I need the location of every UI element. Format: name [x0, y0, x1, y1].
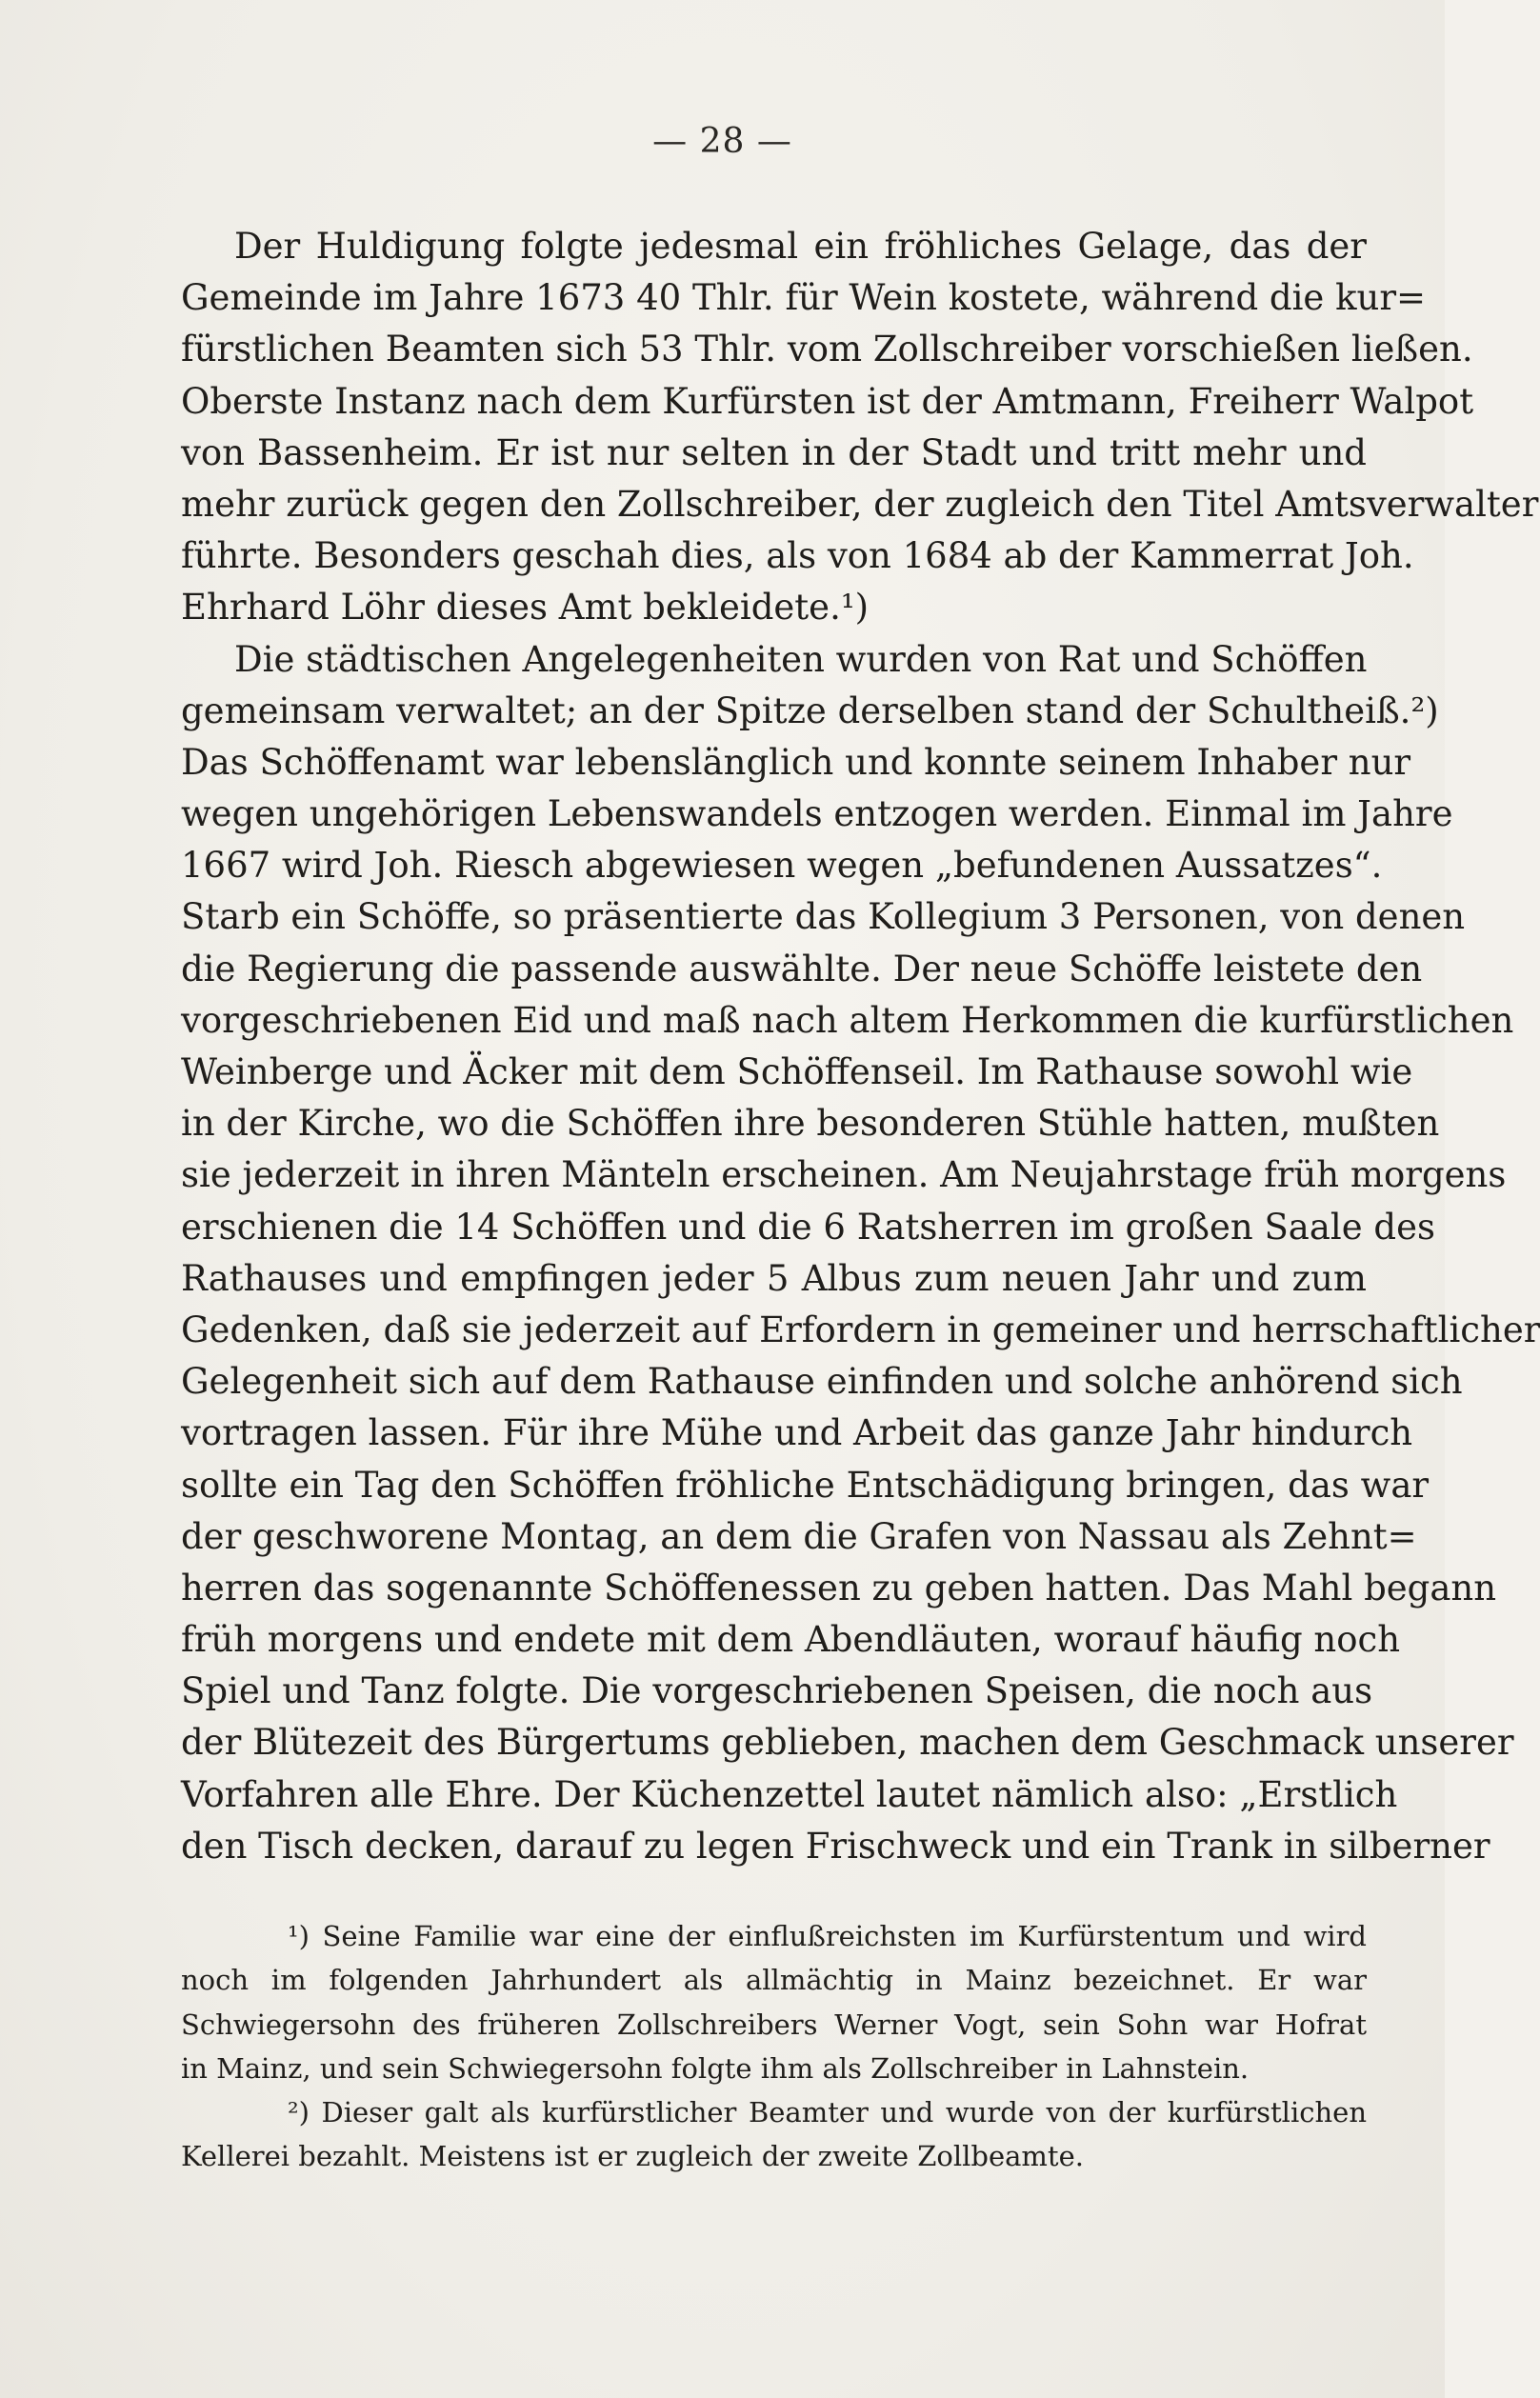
body-line: Die städtischen Angelegenheiten wurden von Rat und Schöffen: [234, 638, 1368, 680]
footnote-line: Schwiegersohn des früheren Zollschreibers Werner Vogt, sein Sohn war Hofrat: [181, 2008, 1367, 2041]
body-line: Das Schöffenamt war lebenslänglich und konnte seinem Inhaber nur: [181, 741, 1411, 783]
body-line: Vorfahren alle Ehre. Der Küchenzettel lautet nämlich also: „Erstlich: [181, 1773, 1398, 1815]
body-line: sie jederzeit in ihren Mänteln erscheinen. Am Neujahrstage früh morgens: [181, 1154, 1507, 1196]
body-line: fürstlichen Beamten sich 53 Thlr. vom Zollschreiber vorschießen ließen.: [181, 329, 1473, 370]
body-line: der geschworene Montag, an dem die Grafen von Nassau als Zehnt=: [181, 1515, 1417, 1557]
body-line: 1667 wird Joh. Riesch abgewiesen wegen „befundenen Aussatzes“.: [181, 845, 1383, 887]
body-line: Gedenken, daß sie jederzeit auf Erfordern in gemeiner und herrschaftlicher: [181, 1309, 1540, 1350]
footnote-line: ²) Dieser galt als kurfürstlicher Beamter und wurde von der kurfürstlichen: [288, 2096, 1367, 2129]
footnotes: [181, 1914, 1367, 2179]
footnote-line: Kellerei bezahlt. Meistens ist er zugleich der zweite Zollbeamte.: [181, 2140, 1084, 2173]
body-line: Gelegenheit sich auf dem Rathause einfinden und solche anhörend sich: [181, 1361, 1463, 1403]
body-line: Weinberge und Äcker mit dem Schöffenseil. Im Rathause sowohl wie: [181, 1051, 1413, 1092]
body-line: gemeinsam verwaltet; an der Spitze derselben stand der Schultheiß.²): [181, 689, 1439, 731]
body-line: in der Kirche, wo die Schöffen ihre besonderen Stühle hatten, mußten: [181, 1103, 1440, 1145]
body-text: [181, 221, 1540, 1872]
footnote-line: noch im folgenden Jahrhundert als allmächtig in Mainz bezeichnet. Er war: [181, 1964, 1367, 1997]
body-line: erschienen die 14 Schöffen und die 6 Ratsherren im großen Saale des: [181, 1206, 1435, 1248]
body-line: vorgeschriebenen Eid und maß nach altem Herkommen die kurfürstlichen: [181, 999, 1514, 1041]
body-line: herren das sogenannte Schöffenessen zu geben hatten. Das Mahl begann: [181, 1567, 1497, 1609]
body-line: mehr zurück gegen den Zollschreiber, der zugleich den Titel Amtsverwalter: [181, 483, 1539, 525]
body-line: Starb ein Schöffe, so präsentierte das Kollegium 3 Personen, von denen: [181, 896, 1466, 938]
body-line: vortragen lassen. Für ihre Mühe und Arbeit das ganze Jahr hindurch: [181, 1412, 1413, 1454]
body-line: Rathauses und empfingen jeder 5 Albus zum neuen Jahr und zum: [181, 1257, 1367, 1299]
body-line: von Bassenheim. Er ist nur selten in der Stadt und tritt mehr und: [181, 431, 1367, 473]
footnote-line: in Mainz, und sein Schwiegersohn folgte ihm als Zollschreiber in Lahnstein.: [181, 2051, 1250, 2085]
body-line: wegen ungehörigen Lebenswandels entzogen werden. Einmal im Jahre: [181, 793, 1453, 835]
body-line: führte. Besonders geschah dies, als von 1684 ab der Kammerrat Joh.: [181, 535, 1414, 577]
body-line: Ehrhard Löhr dieses Amt bekleidete.¹): [181, 587, 870, 629]
page-number: — 28 —: [652, 122, 792, 161]
body-line: früh morgens und endete mit dem Abendläuten, worauf häufig noch: [181, 1619, 1401, 1661]
body-line: Oberste Instanz nach dem Kurfürsten ist der Amtmann, Freiherr Walpot: [181, 380, 1474, 422]
body-line: Gemeinde im Jahre 1673 40 Thlr. für Wein kostete, während die kur=: [181, 277, 1427, 319]
body-line: sollte ein Tag den Schöffen fröhliche Entschädigung bringen, das war: [181, 1464, 1430, 1506]
body-line: den Tisch decken, darauf zu legen Frischweck und ein Trank in silberner: [181, 1825, 1490, 1867]
body-line: Spiel und Tanz folgte. Die vorgeschriebenen Speisen, die noch aus: [181, 1670, 1373, 1712]
body-line: der Blütezeit des Bürgertums geblieben, machen dem Geschmack unserer: [181, 1722, 1514, 1764]
body-line: Der Huldigung folgte jedesmal ein fröhliches Gelage, das der: [234, 226, 1367, 267]
footnote-line: ¹) Seine Familie war eine der einflußreichsten im Kurfürstentum und wird: [288, 1920, 1367, 1952]
body-line: die Regierung die passende auswählte. Der neue Schöffe leistete den: [181, 948, 1423, 989]
